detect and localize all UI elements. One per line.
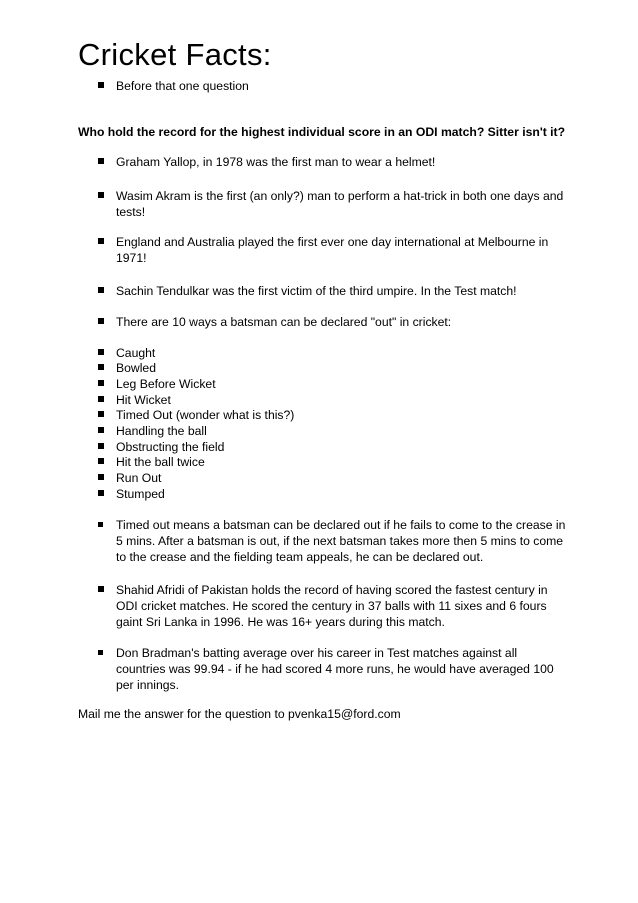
bullet-icon <box>98 427 104 433</box>
bullet-icon <box>98 349 104 355</box>
fact-item: Don Bradman's batting average over his career in Test matches against all countries was 99.94 - if he had scored 4 more runs, he would have averaged 100 per innings. <box>116 646 554 692</box>
fact-item: Sachin Tendulkar was the first victim of the third umpire. In the Test match! <box>116 284 517 298</box>
way-out-item: Hit the ball twice <box>116 455 205 469</box>
bullet-icon <box>98 82 104 88</box>
way-out-item: Timed Out (wonder what is this?) <box>116 408 295 422</box>
bullet-icon <box>98 443 104 449</box>
bullet-icon <box>98 287 104 293</box>
question-heading: Who hold the record for the highest individual score in an ODI match? Sitter isn't it? <box>78 125 566 139</box>
fact-item: Timed out means a batsman can be declared out if he fails to come to the crease in 5 mins. After a batsman is out, if the next batsman takes more then 5 mins to come to the crease and the fielding team appeals, he can be declared out. <box>116 518 566 564</box>
bullet-icon <box>98 522 103 527</box>
bullet-icon <box>98 380 104 386</box>
way-out-item: Bowled <box>116 361 156 375</box>
bullet-icon <box>98 474 104 480</box>
bullet-icon <box>98 238 104 244</box>
bullet-icon <box>98 490 104 496</box>
intro-item: Before that one question <box>116 79 249 93</box>
bullet-icon <box>98 650 103 655</box>
way-out-item: Handling the ball <box>116 424 207 438</box>
bullet-icon <box>98 318 104 324</box>
bullet-icon <box>98 364 104 370</box>
way-out-item: Hit Wicket <box>116 393 171 407</box>
bullet-icon <box>98 158 104 164</box>
way-out-item: Caught <box>116 346 156 360</box>
fact-item: England and Australia played the first ever one day international at Melbourne in 1971! <box>116 235 549 265</box>
bullet-icon <box>98 192 104 198</box>
fact-item: Shahid Afridi of Pakistan holds the record of having scored the fastest century in ODI cricket matches. He scored the century in 37 balls with 11 sixes and 6 fours gaint Sri Lanka in 1996. He was 16+ years during this match. <box>116 583 548 629</box>
way-out-item: Leg Before Wicket <box>116 377 216 391</box>
page-title: Cricket Facts: <box>78 37 272 72</box>
mail-note: Mail me the answer for the question to pvenka15@ford.com <box>78 707 401 721</box>
bullet-icon <box>98 586 104 592</box>
fact-item: Graham Yallop, in 1978 was the first man to wear a helmet! <box>116 155 436 169</box>
bullet-icon <box>98 411 104 417</box>
fact-item: Wasim Akram is the first (an only?) man to perform a hat-trick in both one days and tests! <box>116 189 564 219</box>
fact-item: There are 10 ways a batsman can be declared "out" in cricket: <box>116 315 452 329</box>
way-out-item: Run Out <box>116 471 162 485</box>
way-out-item: Stumped <box>116 487 165 501</box>
bullet-icon <box>98 396 104 402</box>
way-out-item: Obstructing the field <box>116 440 225 454</box>
bullet-icon <box>98 458 104 464</box>
